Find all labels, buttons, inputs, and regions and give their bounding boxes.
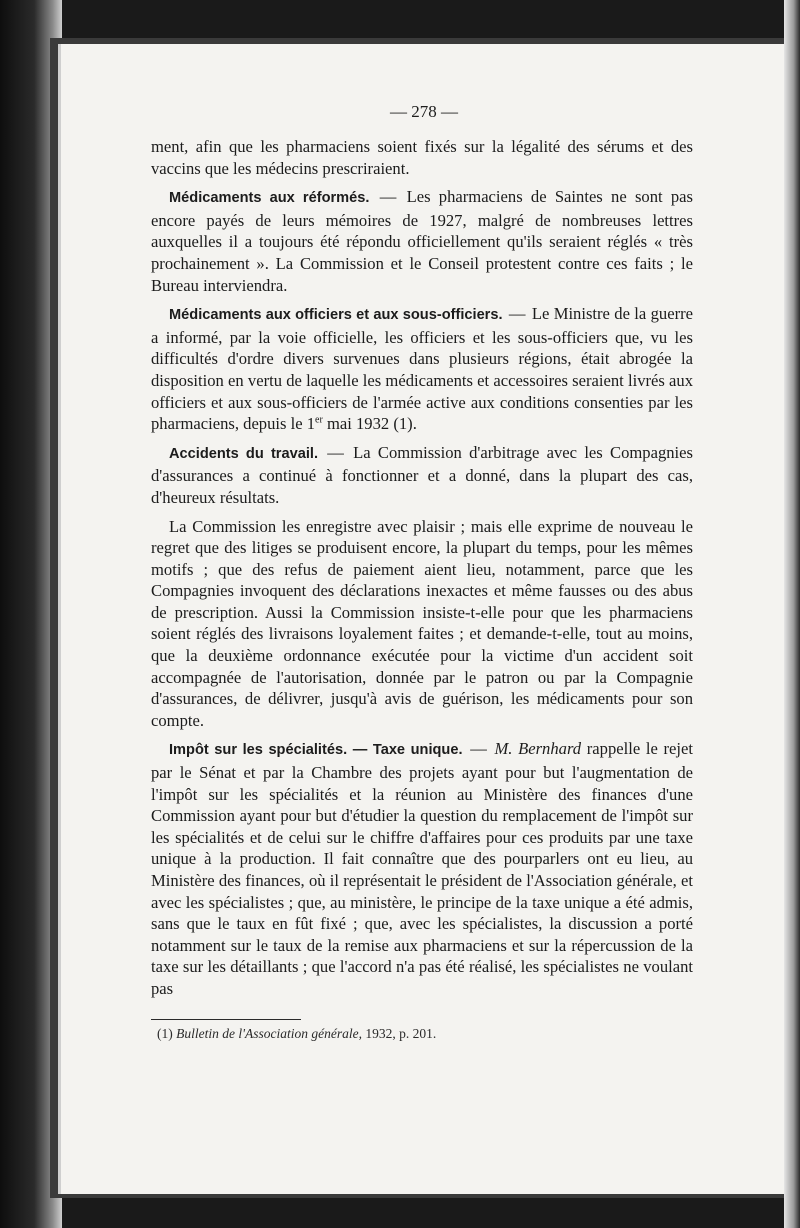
section-heading: Impôt sur les spécialités. — Taxe unique. (169, 742, 463, 759)
em-dash: — (327, 442, 344, 462)
section-heading: Médicaments aux réformés. (169, 190, 370, 207)
paragraph-text: Le Ministre de la guerre a informé, par la voie officielle, les officiers et les sous-officiers que, vu les difficultés d'ordre divers survenues dans plusieurs régions, était abrogée la disposition en vertu de laquelle les médicaments et accessoires seraient livrés aux officiers et aux sous-officiers de l'armée active aux conditions consenties par les pharmaciens, depuis le 1 (151, 304, 693, 434)
body-text (151, 136, 693, 1007)
footnote (157, 1026, 697, 1042)
footnote-marker: (1) (157, 1026, 173, 1041)
footnote-source: Bulletin de l'Association générale, (176, 1026, 362, 1041)
footnote-reference: 1932, p. 201. (361, 1026, 437, 1041)
paragraph-text: La Commission d'arbitrage avec les Compagnies d'assurances a continué à fonctionner et a donné, dans la plupart des cas, d'heureux résultats. (151, 442, 693, 507)
paragraph: La Commission les enregistre avec plaisir ; mais elle exprime de nouveau le regret que des litiges se produisent encore, la plupart du temps, pour les mêmes motifs ; que des refus de paiement aient lieu, notamment, parce que les Compagnies invoquent des déclarations inexactes et même fausses ou des abus de prescription. Aussi la Commission insiste-t-elle pour que les pharmaciens soient réglés des livraisons loyalement faites ; et demande-t-elle, tout au moins, que la deuxième ordonnance exécutée pour la victime d'un accident soit accompagnée de l'autorisation, donnée par le patron ou par la Compagnie d'assurances, de délivrer, jusqu'à avis de guérison, les médicaments pour son compte. (151, 516, 693, 730)
footnote-divider (151, 1019, 301, 1020)
section-heading: Médicaments aux officiers et aux sous-officiers. (169, 307, 503, 324)
em-dash: — (508, 304, 526, 324)
em-dash: — (379, 187, 397, 207)
paragraph: ment, afin que les pharmaciens soient fixés sur la légalité des sérums et des vaccins que les médecins prescriraient. (151, 137, 693, 178)
page-number: — 278 — (390, 102, 458, 121)
paragraph (151, 442, 693, 509)
section-heading: Accidents du travail. (169, 445, 318, 462)
superscript: er (315, 414, 323, 426)
person-name: M. Bernhard (494, 739, 582, 759)
em-dash: — (470, 739, 487, 759)
book-page (58, 44, 784, 1194)
paragraph-text: rappelle le rejet par le Sénat et par la Chambre des projets ayant pour but l'augmentation de l'impôt sur les spécialités et la réunion au Ministère des finances d'une Commission ayant pour but d'étudier la question du remplacement de l'impôt sur les spécialités et de celui sur le chiffre d'affaires pour ces produits par une taxe unique à la production. Il fait connaître que des pourparlers ont eu lieu, au Ministère des finances, où il représentait le président de l'Association générale, et avec les spécialistes ; que, au ministère, le principe de la taxe unique a été admis, sans que le taux en fût fixé ; que, avec les spécialistes, la discussion a porté notamment sur le taux de la remise aux pharmaciens et sur la répercussion de la taxe sur les détaillants ; que l'accord n'a pas été réalisé, les spécialistes ne voulant pas (151, 739, 693, 998)
paragraph (151, 738, 693, 999)
book-edge-right (784, 0, 800, 1228)
paragraph-text: mai 1932 (1). (322, 414, 417, 434)
paragraph (151, 186, 693, 296)
paragraph (151, 303, 693, 435)
paragraph-text: Les pharmaciens de Saintes ne sont pas encore payés de leurs mémoires de 1927, malgré de nombreuses lettres auxquelles il a toujours été répondu officiellement qu'ils seraient réglés « très prochainement ». La Commission et le Conseil protestent contre ces faits ; le Bureau interviendra. (151, 187, 693, 295)
